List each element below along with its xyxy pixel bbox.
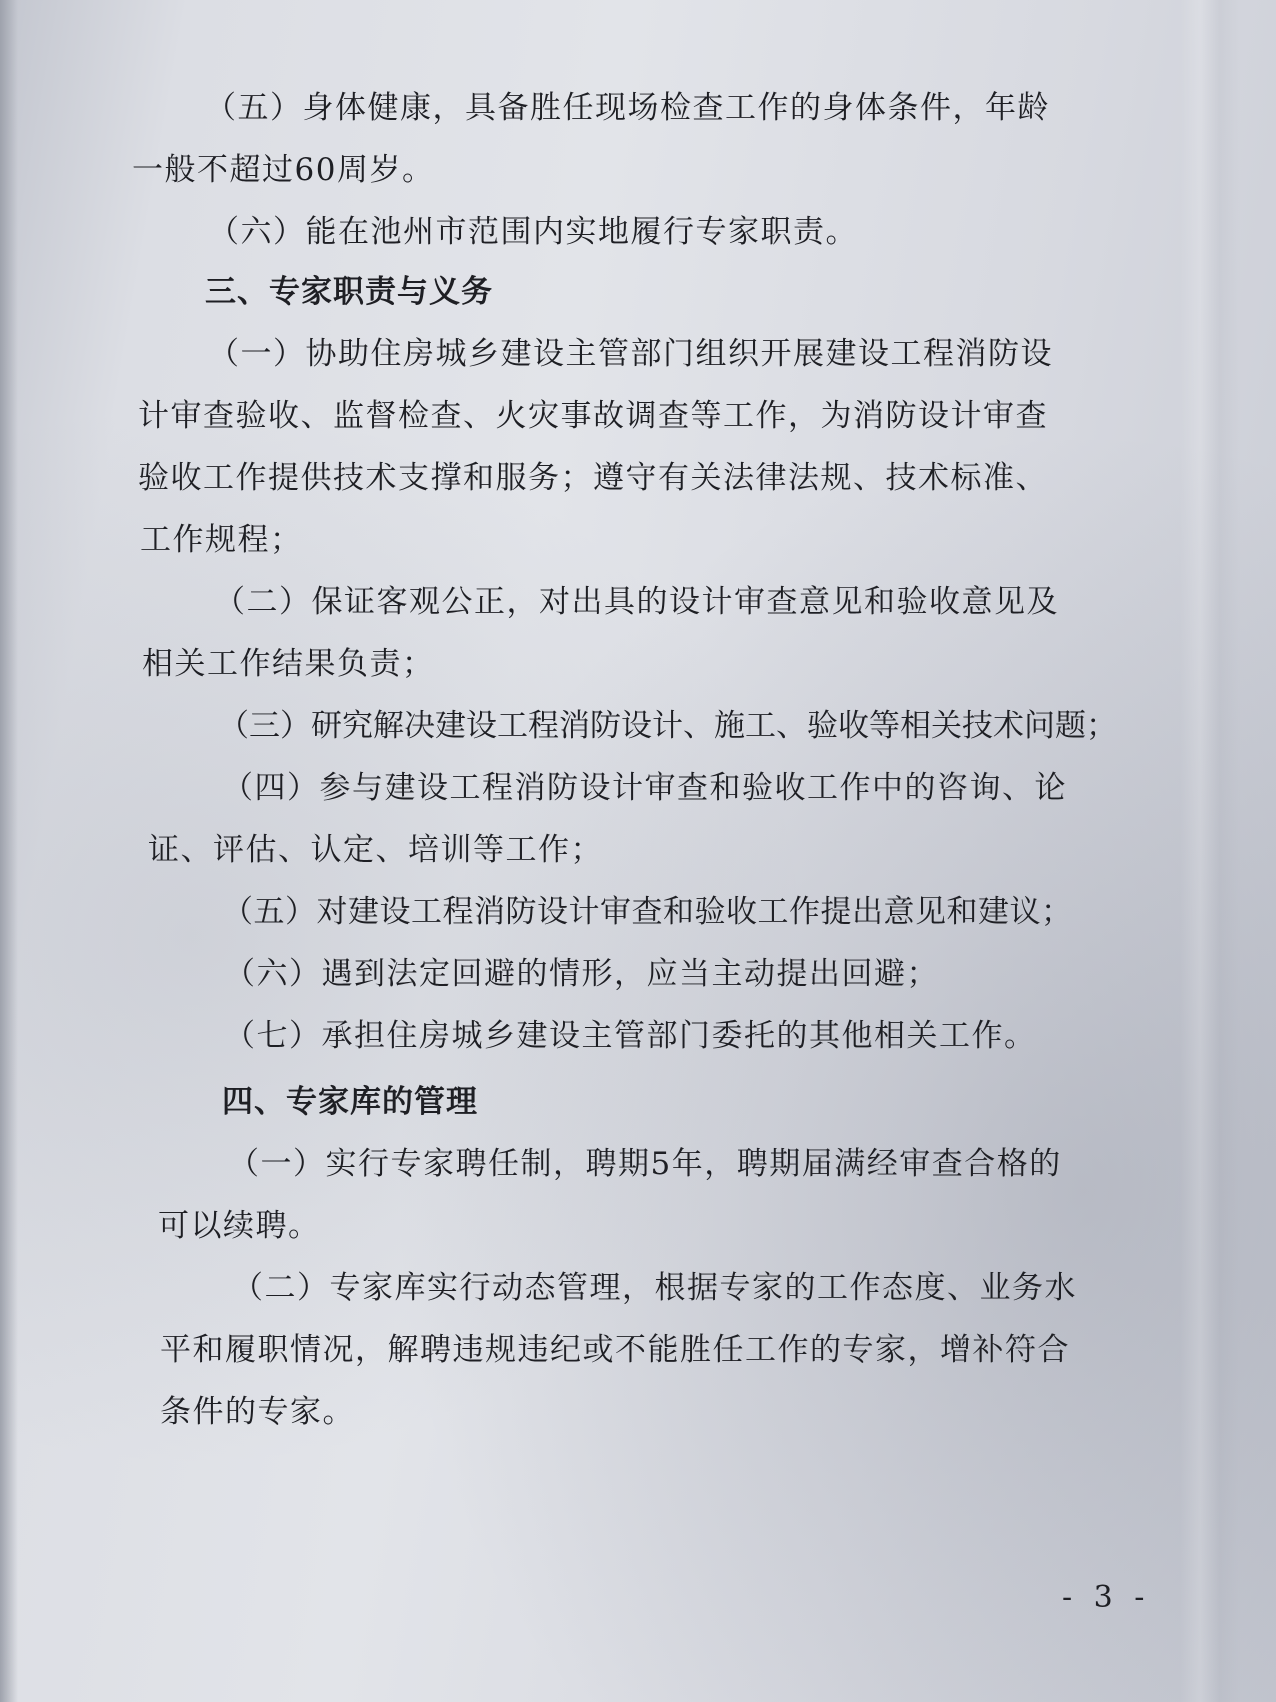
item-5-health-cont: 一般不超过60周岁。 bbox=[132, 152, 435, 188]
management-1: （一）实行专家聘任制，聘期5年，聘期届满经审查合格的 bbox=[228, 1146, 1062, 1182]
management-2: （二）专家库实行动态管理，根据专家的工作态度、业务水 bbox=[232, 1270, 1077, 1306]
page-number: - 3 - bbox=[1062, 1580, 1151, 1615]
duty-7: （七）承担住房城乡建设主管部门委托的其他相关工作。 bbox=[224, 1018, 1037, 1054]
duty-1: （一）协助住房城乡建设主管部门组织开展建设工程消防设 bbox=[208, 336, 1053, 372]
management-1-cont: 可以续聘。 bbox=[158, 1208, 321, 1244]
duty-2-cont: 相关工作结果负责； bbox=[142, 646, 435, 682]
duty-2: （二）保证客观公正，对出具的设计审查意见和验收意见及 bbox=[214, 584, 1059, 620]
section-heading-3: 三、专家职责与义务 bbox=[205, 274, 493, 310]
section-heading-4: 四、专家库的管理 bbox=[222, 1084, 478, 1120]
duty-4: （四）参与建设工程消防设计审查和验收工作中的咨询、论 bbox=[222, 770, 1067, 806]
duty-4-cont: 证、评估、认定、培训等工作； bbox=[148, 832, 603, 868]
item-6-location: （六）能在池州市范围内实地履行专家职责。 bbox=[208, 214, 858, 250]
duty-5: （五）对建设工程消防设计审查和验收工作提出意见和建议； bbox=[222, 894, 1073, 930]
duty-3: （三）研究解决建设工程消防设计、施工、验收等相关技术问题； bbox=[218, 708, 1117, 744]
management-2-cont-b: 条件的专家。 bbox=[160, 1394, 355, 1430]
duty-1-cont-c: 工作规程； bbox=[140, 522, 303, 558]
item-5-health: （五）身体健康，具备胜任现场检查工作的身体条件，年龄 bbox=[205, 90, 1050, 126]
duty-1-cont-a: 计审查验收、监督检查、火灾事故调查等工作，为消防设计审查 bbox=[138, 398, 1048, 434]
duty-6: （六）遇到法定回避的情形，应当主动提出回避； bbox=[224, 956, 939, 992]
page-shadow-edge bbox=[0, 0, 18, 1702]
duty-1-cont-b: 验收工作提供技术支撑和服务；遵守有关法律法规、技术标准、 bbox=[138, 460, 1048, 496]
management-2-cont-a: 平和履职情况，解聘违规违纪或不能胜任工作的专家，增补符合 bbox=[160, 1332, 1070, 1368]
page-crease bbox=[1180, 0, 1240, 1702]
